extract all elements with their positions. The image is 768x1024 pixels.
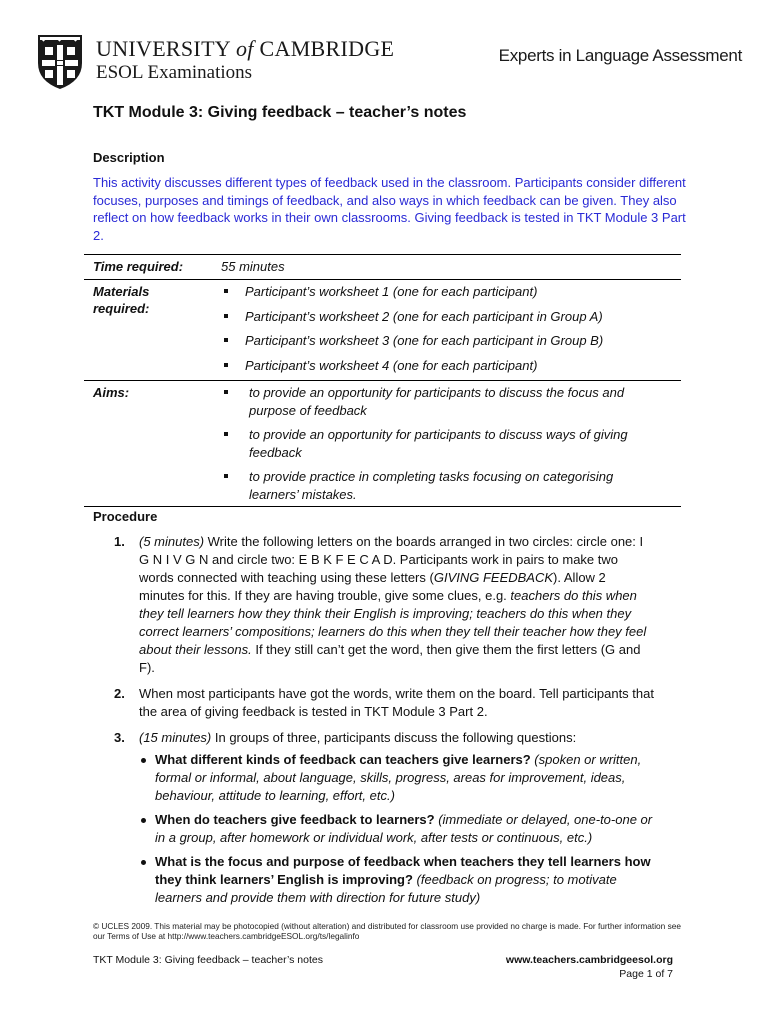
procedure-step-3: 3. (15 minutes) In groups of three, participants discuss the following questions: What different kinds of feedback can teachers give learners? (spoken or written, formal or informal, about language, skills, progress, areas for improvement, ideas, behaviour, attitude to learning, effort, etc.) When do teachers give feedback to learners? (immediate or delayed, one-to-one or in a group, after homework or individual work, after tests or continuous, etc.) What is the focus and purpose of feedback when teachers they tell learners how they think learners’ English is improving? (feedback on progress; to motivate learners and provide them with direction for future study) [114, 730, 653, 905]
bullet-icon [224, 390, 228, 394]
copyright-notice: © UCLES 2009. This material may be photocopied (without alteration) and distributed for classroom use provided no charge is made. For further information see our Terms of Use at http://www.teachers.cambridgeESOL.org/ts/legalinfo [93, 921, 681, 941]
aims-label: Aims: [93, 385, 130, 400]
procedure-heading: Procedure [93, 509, 158, 524]
description-text: This activity discusses different types of feedback used in the classroom. Participants consider different focuses, purposes and timings of feedback, and also ways in which feedback can be given. They also reflect on how feedback works in their own classrooms. Giving feedback is tested in TKT Module 3 Part 2. [93, 175, 686, 243]
list-item: When do teachers give feedback to learners? (immediate or delayed, one-to-one or in a group, after homework or individual work, after tests or continuous, etc.) [139, 811, 654, 847]
list-item: What is the focus and purpose of feedback when teachers they tell learners how they think learners’ English is improving? (feedback on progress; to motivate learners and provide them with direction for future study) [139, 853, 654, 907]
bullet-icon [224, 289, 228, 293]
table-divider [84, 506, 681, 507]
list-item: What different kinds of feedback can teachers give learners? (spoken or written, formal or informal, about language, skills, progress, areas for improvement, ideas, behaviour, attitude to learning, effort, etc.) [139, 751, 654, 805]
division-name: ESOL Examinations [96, 62, 253, 83]
bullet-icon [141, 860, 146, 865]
table-divider [84, 380, 681, 381]
list-item: Participant’s worksheet 3 (one for each participant in Group B) [222, 332, 682, 350]
bullet-icon [224, 363, 228, 367]
list-item: Participant’s worksheet 4 (one for each participant) [222, 357, 682, 375]
tagline: Experts in Language Assessment [498, 46, 742, 65]
university-name: UNIVERSITY of CAMBRIDGE [96, 36, 395, 61]
question-list [139, 751, 654, 907]
list-item: to provide an opportunity for participants to discuss ways of giving feedback [222, 426, 652, 461]
bullet-icon [224, 474, 228, 478]
list-item: to provide practice in completing tasks focusing on categorising learners’ mistakes. [222, 468, 652, 503]
footer-url-link[interactable]: www.teachers.cambridgeesol.org [505, 954, 673, 966]
procedure-step-2: 2. When most participants have got the words, write them on the board. Tell participants that the area of giving feedback is tested in TKT Module 3 Part 2. [114, 686, 654, 719]
list-item: Participant’s worksheet 2 (one for each participant in Group A) [222, 308, 682, 326]
bullet-icon [224, 432, 228, 436]
aims-list [222, 384, 652, 503]
list-item: Participant’s worksheet 1 (one for each participant) [222, 283, 682, 301]
list-item: to provide an opportunity for participants to discuss the focus and purpose of feedback [222, 384, 652, 419]
table-divider [84, 254, 681, 255]
bullet-icon [141, 758, 146, 763]
procedure-step-1: 1. (5 minutes) Write the following letters on the boards arranged in two circles: circle one: I G N I V G N and circle two: E B K F E C A D. Participants work in pairs to make two words connected with teaching using these letters (GIVING FEEDBACK). Allow 2 minutes for this. If they are having trouble, give some clues, e.g. teachers do this when they tell learners how they think their English is improving; teachers do this when they correct learners’ compositions; learners do this when they tell their teacher how they feel about their lessons. If they still can’t get the word, then give them the first letters (G and F). [114, 534, 647, 675]
page-title: TKT Module 3: Giving feedback – teacher’s notes [93, 104, 467, 121]
time-value: 55 minutes [221, 259, 285, 274]
description-heading: Description [93, 150, 165, 165]
page-number: Page 1 of 7 [619, 968, 673, 980]
materials-label: Materials required: [93, 284, 150, 316]
university-crest-icon [36, 33, 84, 91]
bullet-icon [224, 338, 228, 342]
bullet-icon [224, 314, 228, 318]
footer-title: TKT Module 3: Giving feedback – teacher’s notes [93, 954, 323, 966]
materials-list [222, 283, 682, 374]
table-divider [84, 279, 681, 280]
procedure-steps [114, 533, 654, 913]
bullet-icon [141, 818, 146, 823]
time-label: Time required: [93, 259, 184, 274]
